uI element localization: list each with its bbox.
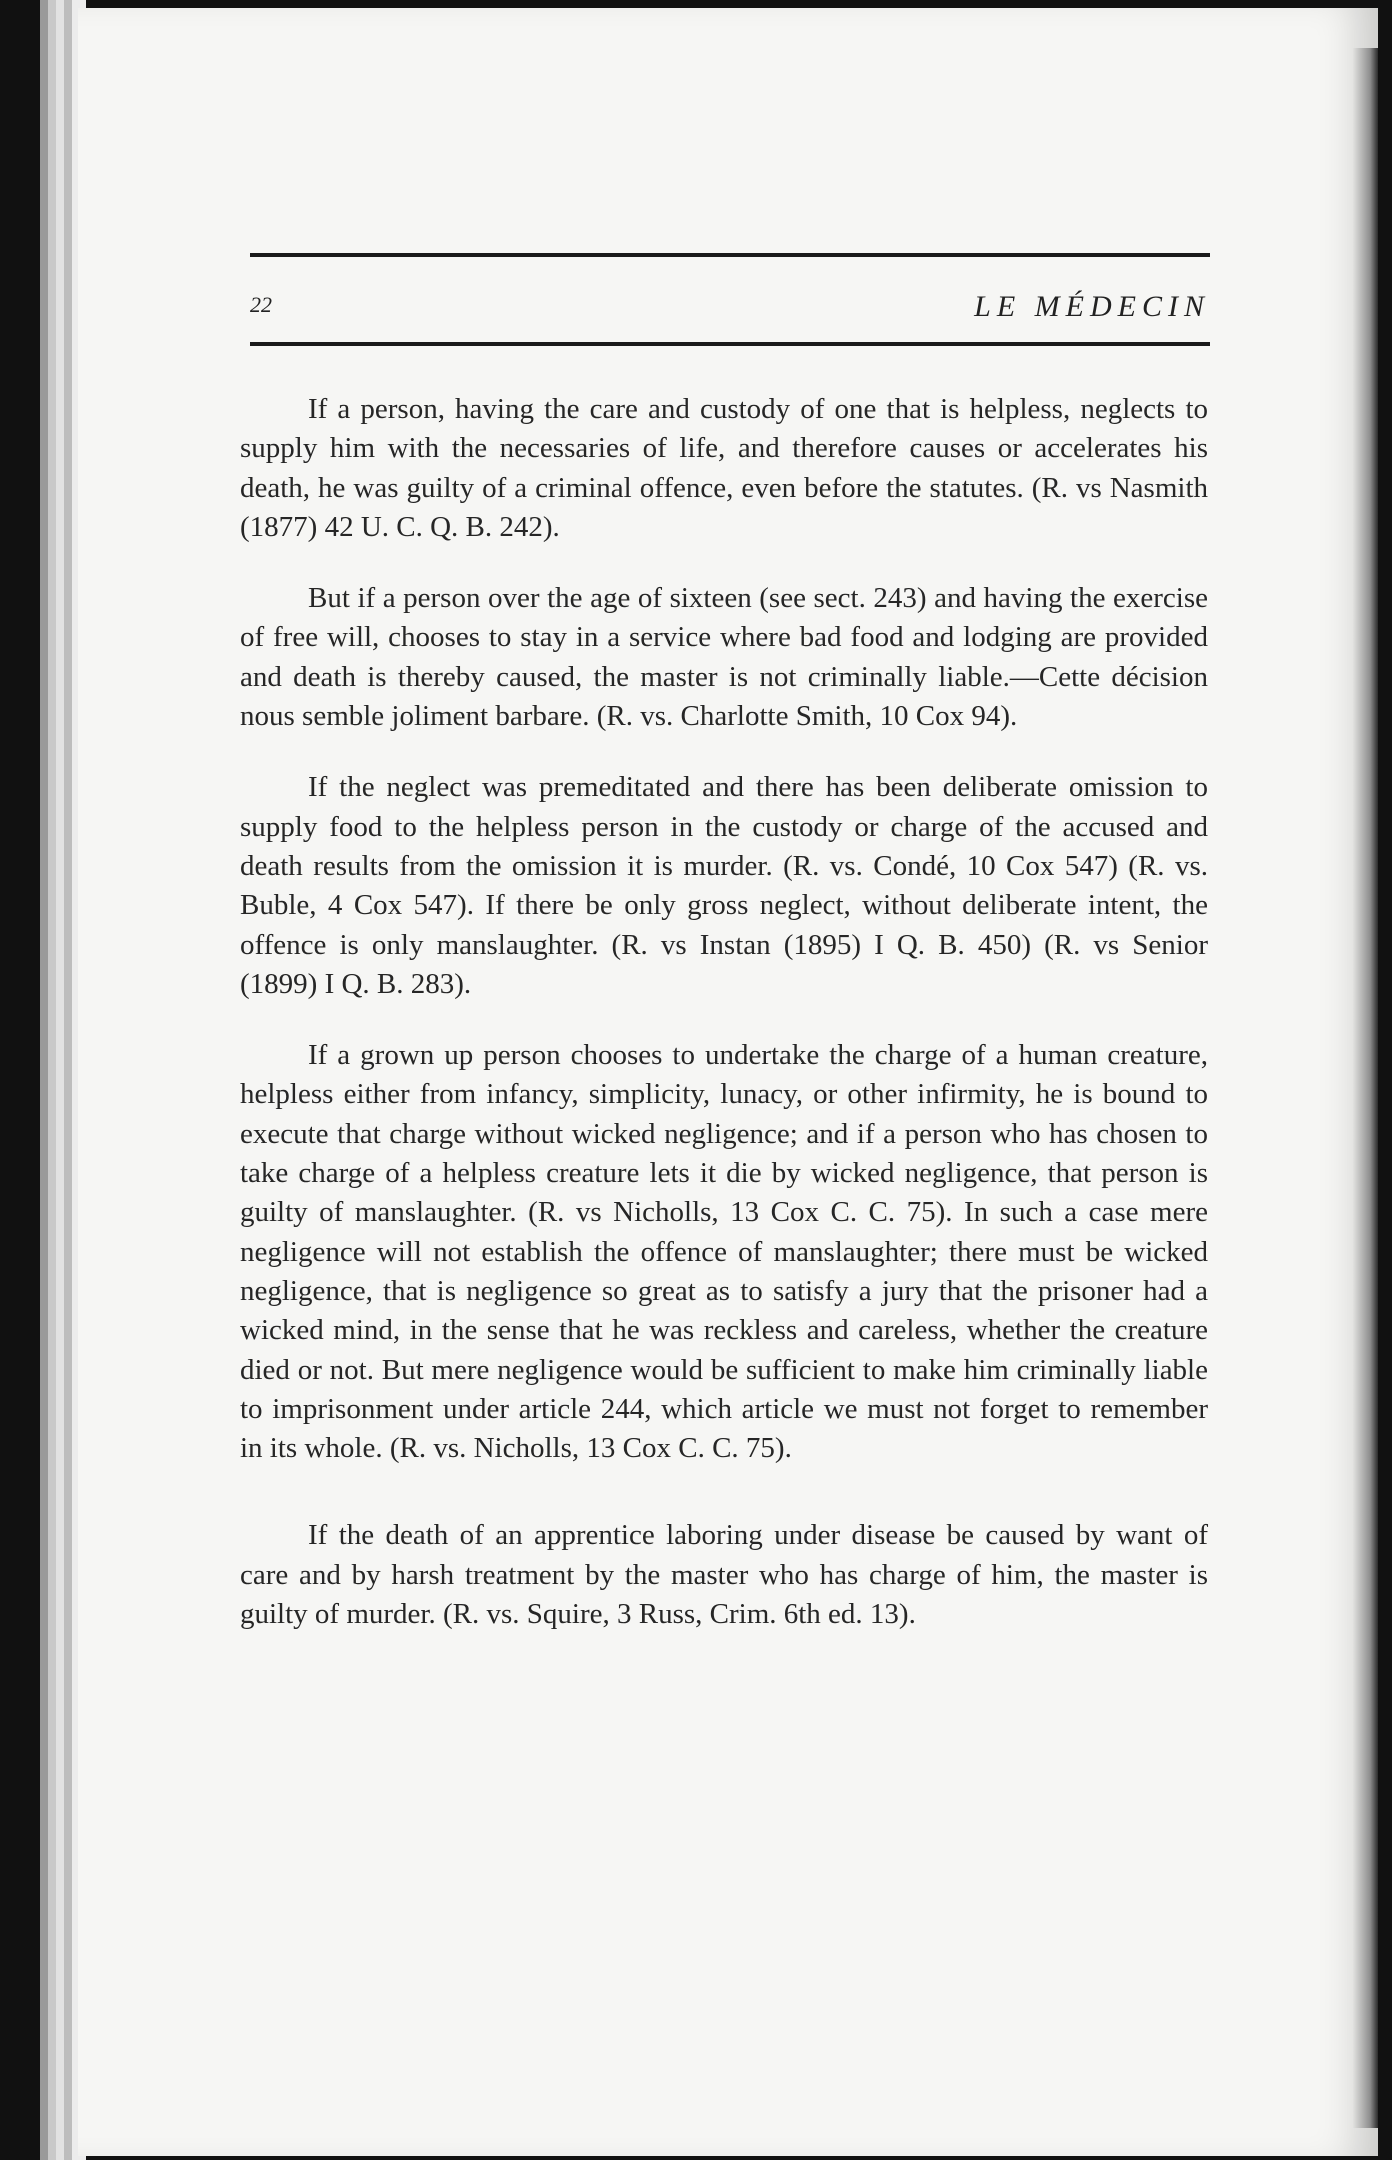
journal-title: LE MÉDECIN: [974, 290, 1210, 323]
page-gutter-shadow: [1352, 48, 1378, 2128]
paragraph: But if a person over the age of sixteen (see sect. 243) and having the exercise of free will, chooses to stay in a service where bad food and lodging are provided and death is thereby caused, the master is not criminally liable.—Cette décision nous semble joliment barbare. (R. vs. Charlotte Smith, 10 Cox 94).: [240, 582, 1208, 733]
header-rule-top: [250, 253, 1210, 257]
running-head: [250, 290, 1210, 330]
paragraph: If a grown up person chooses to undertake the charge of a human creature, helpless either from infancy, simplicity, lunacy, or other infirmity, he is bound to execute that charge without wicked negligence; and if a person who has chosen to take charge of a helpless creature lets it die by wicked negligence, that person is guilty of manslaughter. (R. vs Nicholls, 13 Cox C. C. 75). In such a case mere negligence will not establish the offence of manslaughter; there must be wicked negligence, that is negligence so great as to satisfy a jury that the prisoner had a wicked mind, in the sense that he was reckless and careless, whether the creature died or not. But mere negligence would be sufficient to make him criminally liable to imprisonment under article 244, which article we must not forget to remember in its whole. (R. vs. Nicholls, 13 Cox C. C. 75).: [240, 1039, 1208, 1465]
paragraph: If a person, having the care and custody of one that is helpless, neglects to supply him with the necessaries of life, and therefore causes or accelerates his death, he was guilty of a criminal offence, even before the statutes. (R. vs Nasmith (1877) 42 U. C. Q. B. 242).: [240, 393, 1208, 543]
paragraph: If the death of an apprentice laboring under disease be caused by want of care and by harsh treatment by the master who has charge of him, the master is guilty of murder. (R. vs. Squire, 3 Russ, Crim. 6th ed. 13).: [240, 1519, 1208, 1631]
page-number: 22: [250, 292, 272, 317]
header-rule-bottom: [250, 342, 1210, 346]
paragraph: If the neglect was premeditated and there has been deliberate omission to supply food to the helpless person in the custody or charge of the accused and death results from the omission it is murder. (R. vs. Condé, 10 Cox 547) (R. vs. Buble, 4 Cox 547). If there be only gross neglect, without deliberate intent, the offence is only manslaughter. (R. vs Instan (1895) I Q. B. 450) (R. vs Senior (1899) I Q. B. 283).: [240, 771, 1208, 1000]
body-text: [240, 390, 1208, 1666]
